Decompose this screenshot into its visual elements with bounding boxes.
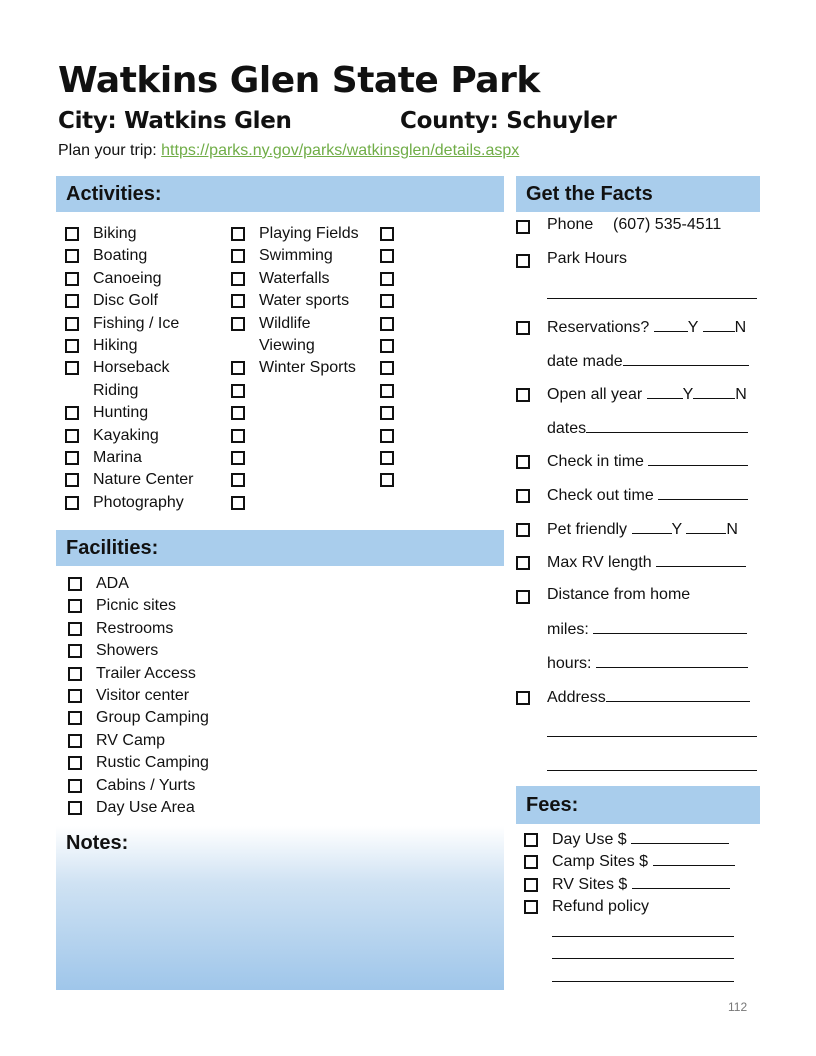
activities-column-3	[380, 223, 410, 492]
fees-list	[524, 829, 754, 919]
activity-item[interactable]: Swimming	[231, 245, 376, 267]
facility-item[interactable]: RV Camp	[68, 730, 268, 752]
checkbox[interactable]	[516, 321, 530, 335]
checkbox[interactable]	[65, 339, 79, 353]
checkbox[interactable]	[516, 691, 530, 705]
checkbox[interactable]	[68, 644, 82, 658]
checkbox[interactable]	[380, 429, 394, 443]
facility-item[interactable]: Group Camping	[68, 707, 268, 729]
blank-activity-item[interactable]	[231, 469, 376, 491]
blank-activity-item[interactable]	[380, 223, 410, 245]
activities-column-1	[65, 223, 230, 514]
checkbox[interactable]	[231, 406, 245, 420]
checkbox[interactable]	[380, 317, 394, 331]
activity-item[interactable]: Hunting	[65, 402, 230, 424]
phone-value: (607) 535-4511	[613, 216, 722, 233]
checkbox[interactable]	[380, 406, 394, 420]
blank-activity-item[interactable]	[380, 268, 410, 290]
activity-item-continued: Viewing	[259, 336, 315, 354]
checkbox[interactable]	[516, 455, 530, 469]
activity-item[interactable]: Fishing / Ice	[65, 313, 230, 335]
date-made-row[interactable]: date made	[547, 351, 749, 371]
checkbox[interactable]	[380, 272, 394, 286]
blank-activity-item[interactable]	[380, 402, 410, 424]
blank-activity-item[interactable]	[380, 357, 410, 379]
blank-activity-item[interactable]	[231, 380, 376, 402]
checkbox[interactable]	[68, 801, 82, 815]
blank-activity-item[interactable]	[380, 425, 410, 447]
address-label: Address	[547, 687, 750, 707]
blank-activity-item[interactable]	[380, 245, 410, 267]
checkbox[interactable]	[516, 388, 530, 402]
checkbox[interactable]	[65, 249, 79, 263]
checkbox[interactable]	[524, 878, 538, 892]
checkbox[interactable]	[68, 599, 82, 613]
blank-activity-item[interactable]	[380, 313, 410, 335]
checkbox[interactable]	[68, 577, 82, 591]
blank-activity-item[interactable]	[380, 469, 410, 491]
checkbox[interactable]	[231, 249, 245, 263]
checkbox[interactable]	[68, 689, 82, 703]
distance-label: Distance from home	[547, 586, 691, 603]
blank-activity-item[interactable]	[231, 492, 376, 514]
blank-activity-item[interactable]	[380, 447, 410, 469]
activity-item[interactable]: Kayaking	[65, 425, 230, 447]
activity-item[interactable]: Canoeing	[65, 268, 230, 290]
fee-refund-policy[interactable]: Refund policy	[524, 896, 754, 918]
checkbox[interactable]	[68, 734, 82, 748]
checkbox[interactable]	[516, 254, 530, 268]
facilities-list	[68, 573, 268, 819]
facility-item[interactable]: Showers	[68, 640, 268, 662]
activity-item[interactable]: Playing Fields	[231, 223, 376, 245]
activity-item[interactable]: Horseback	[65, 357, 230, 379]
park-hours-blank[interactable]	[547, 298, 757, 299]
facility-item[interactable]: Day Use Area	[68, 797, 268, 819]
checkbox[interactable]	[65, 451, 79, 465]
checkbox[interactable]	[524, 833, 538, 847]
checkbox[interactable]	[516, 489, 530, 503]
city-label: City: Watkins Glen	[58, 108, 292, 134]
blank-activity-item[interactable]	[231, 402, 376, 424]
checkbox[interactable]	[65, 294, 79, 308]
checkbox[interactable]	[65, 361, 79, 375]
check-in-label: Check in time	[547, 451, 748, 471]
activity-item[interactable]: Winter Sports	[231, 357, 376, 379]
checkbox[interactable]	[231, 227, 245, 241]
checkbox[interactable]	[380, 384, 394, 398]
park-hours-label: Park Hours	[547, 250, 628, 267]
activity-item[interactable]: Water sports	[231, 290, 376, 312]
checkbox[interactable]	[65, 272, 79, 286]
checkbox[interactable]	[380, 361, 394, 375]
facility-item[interactable]: Picnic sites	[68, 595, 268, 617]
refund-blank-3[interactable]	[552, 981, 734, 982]
facility-item[interactable]: ADA	[68, 573, 268, 595]
facility-item[interactable]: Visitor center	[68, 685, 268, 707]
checkbox[interactable]	[65, 429, 79, 443]
fee-rv-sites[interactable]: RV Sites $	[524, 874, 754, 896]
checkbox[interactable]	[231, 429, 245, 443]
plan-trip-label: Plan your trip:	[58, 142, 162, 159]
activity-item[interactable]: Disc Golf	[65, 290, 230, 312]
checkbox[interactable]	[516, 220, 530, 234]
checkbox[interactable]	[524, 900, 538, 914]
checkbox[interactable]	[231, 272, 245, 286]
checkbox[interactable]	[524, 855, 538, 869]
activity-item[interactable]: Photography	[65, 492, 230, 514]
refund-blank-1[interactable]	[552, 936, 734, 937]
dates-row[interactable]: dates	[547, 418, 748, 438]
miles-row[interactable]: miles:	[547, 619, 747, 639]
address-blank-1[interactable]	[547, 736, 757, 737]
activity-item[interactable]: Hiking	[65, 335, 230, 357]
checkbox[interactable]	[65, 406, 79, 420]
fee-day-use[interactable]: Day Use $	[524, 829, 754, 851]
activities-heading: Activities:	[56, 176, 504, 212]
activity-item[interactable]: Biking	[65, 223, 230, 245]
activity-item[interactable]: Waterfalls	[231, 268, 376, 290]
facilities-heading: Facilities:	[56, 530, 504, 566]
plan-trip-line	[58, 142, 519, 160]
checkbox[interactable]	[380, 473, 394, 487]
checkbox[interactable]	[68, 779, 82, 793]
checkbox[interactable]	[231, 294, 245, 308]
hours-row[interactable]: hours:	[547, 653, 748, 673]
checkbox[interactable]	[65, 473, 79, 487]
open-all-year-label: Open all year Y N	[547, 386, 747, 403]
checkbox[interactable]	[231, 473, 245, 487]
page-number: 112	[728, 1000, 748, 1014]
facility-item[interactable]: Trailer Access	[68, 663, 268, 685]
checkbox[interactable]	[68, 667, 82, 681]
facility-item[interactable]: Rustic Camping	[68, 752, 268, 774]
checkbox[interactable]	[68, 622, 82, 636]
blank-activity-item[interactable]	[231, 425, 376, 447]
fee-camp-sites[interactable]: Camp Sites $	[524, 851, 754, 873]
address-blank-2[interactable]	[547, 770, 757, 771]
checkbox[interactable]	[231, 451, 245, 465]
checkbox[interactable]	[380, 294, 394, 308]
checkbox[interactable]	[516, 523, 530, 537]
pet-friendly-label: Pet friendly Y N	[547, 521, 738, 538]
checkbox[interactable]	[231, 317, 245, 331]
checkbox[interactable]	[380, 451, 394, 465]
checkbox[interactable]	[65, 496, 79, 510]
activity-item[interactable]: Nature Center	[65, 469, 230, 491]
park-website-link[interactable]: https://parks.ny.gov/parks/watkinsglen/details.aspx	[161, 142, 520, 159]
check-out-label: Check out time	[547, 485, 748, 505]
checkbox[interactable]	[380, 227, 394, 241]
county-label: County: Schuyler	[400, 108, 617, 134]
checkbox[interactable]	[516, 590, 530, 604]
checkbox[interactable]	[68, 756, 82, 770]
activity-item[interactable]: Boating	[65, 245, 230, 267]
facts-heading: Get the Facts	[516, 176, 760, 212]
activity-item[interactable]: Marina	[65, 447, 230, 469]
facility-item[interactable]: Restrooms	[68, 618, 268, 640]
max-rv-label: Max RV length	[547, 552, 746, 572]
blank-activity-item[interactable]	[380, 380, 410, 402]
reservations-label: Reservations? Y N	[547, 319, 747, 336]
checkbox[interactable]	[231, 361, 245, 375]
checkbox[interactable]	[68, 711, 82, 725]
blank-activity-item[interactable]	[380, 335, 410, 357]
blank-activity-item[interactable]	[231, 447, 376, 469]
refund-blank-2[interactable]	[552, 958, 734, 959]
checkbox[interactable]	[516, 556, 530, 570]
facility-item[interactable]: Cabins / Yurts	[68, 775, 268, 797]
page-title: Watkins Glen State Park	[58, 60, 540, 101]
checkbox[interactable]	[231, 496, 245, 510]
phone-label: Phone	[547, 216, 594, 233]
notes-heading: Notes:	[66, 832, 129, 854]
activity-item[interactable]: Wildlife	[231, 313, 376, 335]
checkbox[interactable]	[65, 227, 79, 241]
fees-heading: Fees:	[516, 786, 760, 824]
blank-activity-item[interactable]	[380, 290, 410, 312]
checkbox[interactable]	[231, 384, 245, 398]
checkbox[interactable]	[380, 339, 394, 353]
notes-area[interactable]	[56, 826, 504, 990]
checkbox[interactable]	[65, 317, 79, 331]
activity-item-continued: Riding	[93, 381, 139, 399]
checkbox[interactable]	[380, 249, 394, 263]
activities-column-2	[231, 223, 376, 514]
